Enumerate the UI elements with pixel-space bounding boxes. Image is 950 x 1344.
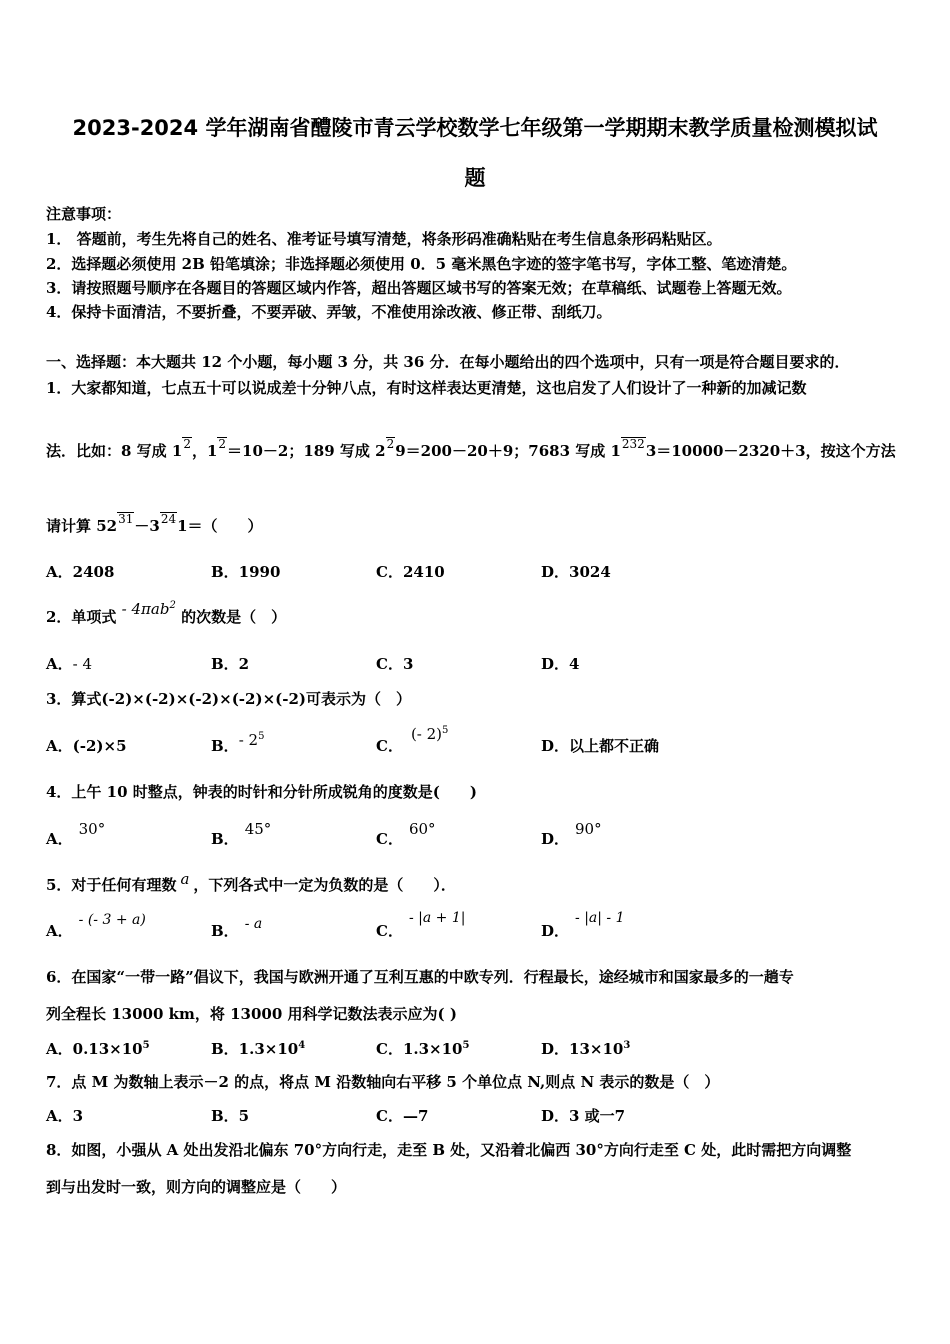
- q1-overline-1: 2: [183, 437, 191, 451]
- q6-option-b-label: B．1.3×10: [211, 1040, 299, 1058]
- notice-item-2: 2．选择题必须使用 2B 铅笔填涂；非选择题必须使用 0．5 毫米黑色字迹的签字笔书写，字体工整、笔迹清楚。: [46, 255, 797, 273]
- q4-option-d-value: 90°: [575, 820, 602, 838]
- q3-option-b-expr: [239, 731, 265, 749]
- q2-option-d: D．4: [541, 655, 580, 673]
- section-heading: 一、选择题：本大题共 12 个小题，每小题 3 分，共 36 分．在每小题给出的四个选项中，只有一项是符合题目要求的．: [46, 353, 850, 371]
- q1-line2-text-a: 法．比如：8 写成 1: [46, 442, 183, 460]
- q4-option-c-value: 60°: [408, 820, 436, 838]
- q5-option-b-value: - a: [244, 916, 263, 932]
- q3-stem: 3．算式(-2)×(-2)×(-2)×(-2)×(-2)可表示为（ ）: [46, 690, 411, 708]
- q7-option-a: A．3: [46, 1107, 84, 1125]
- q6-line1: 6．在国家“一带一路”倡议下，我国与欧洲开通了互利互惠的中欧专列．行程最长，途经城市和国家最多的一趟专: [46, 968, 794, 986]
- q1-line3-text-c: 1＝（ ）: [177, 517, 263, 535]
- q1-line2-text-b: ，1: [191, 442, 218, 460]
- q7-stem: 7．点 M 为数轴上表示－2 的点，将点 M 沿数轴向右平移 5 个单位点 N,则点 N 表示的数是（ ）: [46, 1073, 720, 1091]
- q5-option-c-value: - |a + 1|: [408, 910, 466, 926]
- q5-option-c-label: C．: [376, 922, 403, 940]
- q3-option-b-label: B．: [211, 737, 239, 755]
- q4-option-b-value: 45°: [244, 820, 272, 838]
- q2-stem-a: 2．单项式: [46, 608, 117, 626]
- q6-option-c: [376, 1038, 469, 1059]
- q5-option-b-label: B．: [211, 922, 239, 940]
- q1-line2-text-c: ＝10－2；189 写成 2: [227, 442, 386, 460]
- q5-variable: a: [180, 870, 190, 888]
- q2-option-a-label: A．: [46, 655, 73, 673]
- q4-option-d-label: D．: [541, 830, 570, 848]
- q5-option-c: [376, 910, 466, 941]
- q2-monomial: [122, 600, 176, 618]
- q1-overline-3: 2: [386, 437, 395, 451]
- q6-option-d: [541, 1038, 630, 1059]
- q2-stem-b: 的次数是（ ）: [181, 608, 287, 626]
- q6-option-c-exp: 5: [462, 1040, 470, 1051]
- q5-option-a-value: - (- 3 + a): [78, 912, 146, 928]
- q5-stem-a: 5．对于任何有理数: [46, 876, 177, 894]
- q1-option-a: A．2408: [46, 563, 115, 581]
- q1-overline-2: 2: [218, 437, 227, 451]
- q5-option-a: [46, 912, 146, 941]
- q6-option-b: [211, 1038, 305, 1059]
- q2-monomial-exp: 2: [169, 600, 176, 611]
- q1-option-b: B．1990: [211, 563, 281, 581]
- q4-option-a-label: A．: [46, 830, 73, 848]
- notice-heading: 注意事项：: [46, 205, 122, 223]
- q3-option-c-base: (- 2): [410, 725, 443, 743]
- q7-option-d: D．3 或一7: [541, 1107, 626, 1125]
- q5-option-d-label: D．: [541, 922, 570, 940]
- notice-item-1: 1． 答题前，考生先将自己的姓名、准考证号填写清楚，将条形码准确粘贴在考生信息条形码粘贴区。: [46, 230, 722, 248]
- q5-option-d-value: - |a| - 1: [575, 910, 625, 926]
- q3-option-c-label: C．: [376, 737, 403, 755]
- q2-option-a: [46, 653, 92, 674]
- q4-option-b: [211, 820, 272, 849]
- q4-option-d: [541, 820, 602, 849]
- q6-line2: 列全程长 13000 km，将 13000 用科学记数法表示应为( ): [46, 1005, 457, 1023]
- q3-option-c-exp: 5: [442, 725, 449, 736]
- notice-item-3: 3．请按照题号顺序在各题目的答题区域内作答，超出答题区域书写的答案无效；在草稿纸、试题卷上答题无效。: [46, 279, 792, 297]
- q2-stem: [46, 600, 287, 627]
- q4-option-a: [46, 820, 106, 849]
- q1-line1: 1．大家都知道，七点五十可以说成差十分钟八点，有时这样表达更清楚，这也启发了人们设计了一种新的加减记数: [46, 379, 807, 397]
- q3-option-a: A．(-2)×5: [46, 737, 127, 755]
- q6-option-a-exp: 5: [142, 1040, 150, 1051]
- q2-option-a-value: - 4: [72, 655, 93, 673]
- notice-item-4: 4．保持卡面清洁，不要折叠，不要弄破、弄皱，不准使用涂改液、修正带、刮纸刀。: [46, 303, 612, 321]
- q5-option-a-label: A．: [46, 922, 73, 940]
- q4-option-c-label: C．: [376, 830, 403, 848]
- q3-option-b-exp: 5: [258, 731, 265, 742]
- q3-option-b: [211, 731, 265, 756]
- q6-option-a-label: A．0.13×10: [46, 1040, 143, 1058]
- q8-line2: 到与出发时一致，则方向的调整应是（ ）: [46, 1178, 347, 1196]
- q8-line1: 8．如图，小强从 A 处出发沿北偏东 70°方向行走，走至 B 处，又沿着北偏西 30°方向行走至 C 处，此时需把方向调整: [46, 1141, 852, 1159]
- q1-line2-text-e: 3＝10000－2320＋3，按这个方法: [645, 442, 896, 460]
- q3-option-d: D．以上都不正确: [541, 737, 660, 755]
- q3-option-b-base: - 2: [238, 731, 259, 749]
- q1-line3: [46, 512, 263, 536]
- q1-line3-text-b: －3: [134, 517, 160, 535]
- q1-line2: [46, 437, 896, 461]
- q6-option-c-label: C．1.3×10: [376, 1040, 463, 1058]
- q1-line3-overline-1: 31: [118, 512, 134, 526]
- q4-option-b-label: B．: [211, 830, 239, 848]
- exam-title-line2: 题: [464, 166, 486, 190]
- q5-option-b: [211, 916, 263, 941]
- q2-option-b: B．2: [211, 655, 250, 673]
- q5-option-d: [541, 910, 625, 941]
- q5-stem: [46, 870, 456, 895]
- q1-overline-4: 232: [621, 437, 645, 451]
- q1-line2-text-d: 9＝200－20＋9；7683 写成 1: [395, 442, 621, 460]
- q1-option-d: D．3024: [541, 563, 611, 581]
- q2-monomial-expr: - 4πab: [121, 600, 170, 618]
- q1-line3-overline-2: 24: [160, 512, 177, 526]
- q6-option-a: [46, 1038, 150, 1059]
- q1-option-c: C．2410: [376, 563, 445, 581]
- q7-option-c: C．—7: [376, 1107, 429, 1125]
- q6-option-d-label: D．13×10: [541, 1040, 624, 1058]
- q3-option-c-expr: [411, 725, 448, 743]
- q4-stem: 4．上午 10 时整点，钟表的时针和分针所成锐角的度数是( ): [46, 783, 477, 801]
- q5-stem-b: ，下列各式中一定为负数的是（ ）．: [193, 876, 456, 894]
- q6-option-b-exp: 4: [298, 1040, 306, 1051]
- q4-option-c: [376, 820, 436, 849]
- q1-line3-text-a: 请计算 52: [46, 517, 118, 535]
- q6-option-d-exp: 3: [623, 1040, 631, 1051]
- q3-option-c: [376, 725, 449, 756]
- exam-title-line1: 2023-2024 学年湖南省醴陵市青云学校数学七年级第一学期期末教学质量检测模拟试: [72, 116, 878, 140]
- q7-option-b: B．5: [211, 1107, 250, 1125]
- q4-option-a-value: 30°: [78, 820, 106, 838]
- q2-option-c: C．3: [376, 655, 414, 673]
